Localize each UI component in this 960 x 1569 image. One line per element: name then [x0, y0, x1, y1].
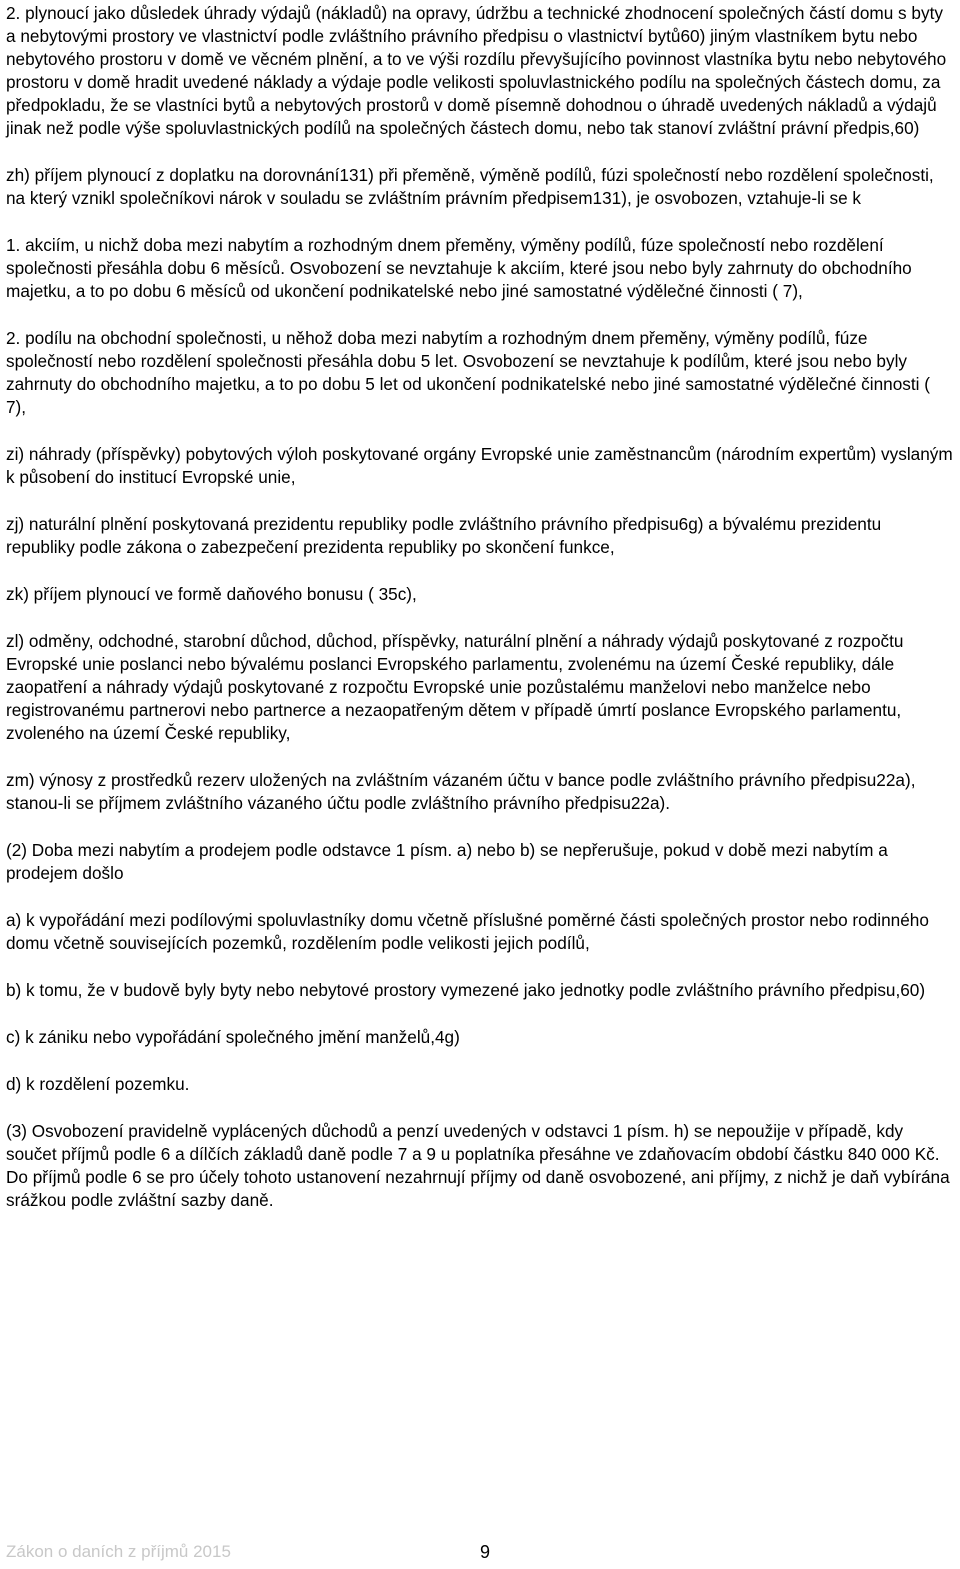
page-number: 9 [480, 1542, 491, 1562]
paragraph-item-2-repairs: 2. plynoucí jako důsledek úhrady výdajů (nákladů) na opravy, údržbu a technické zhodnocení společných částí domu s byty a nebytovými prostory ve vlastnictví podle zvláštního právního předpisu o vlastnictví bytů60) jiným vlastníkem bytu nebo nebytového prostoru v domě ve věcném plnění, a to ve výši rozdílu převyšujícího povinnost vlastníka bytu nebo nebytového prostoru v domě hradit uvedené náklady a výdaje podle velikosti spoluvlastnického podílu na společných částech domu, za předpokladu, že se vlastníci bytů a nebytových prostorů v domě písemně dohodnou o úhradě uvedených nákladů a výdajů jinak než podle výše spoluvlastnických podílů na společných částech domu, nebo tak stanoví zvláštní právní předpis,60) [6, 3, 947, 138]
paragraph-zj: zj) naturální plnění poskytovaná prezidentu republiky podle zvláštního právního předpisu6g) a bývalému prezidentu republiky podle zákona o zabezpečení prezidenta republiky po skončení funkce, [6, 514, 882, 557]
paragraph-zh-1-shares: 1. akciím, u nichž doba mezi nabytím a rozhodným dnem přeměny, výměny podílů, fúze společností nebo rozdělení společnosti přesáhla dobu 6 měsíců. Osvobození se nevztahuje k akciím, které jsou nebo byly zahrnuty do obchodního majetku, a to po dobu 6 měsíců od ukončení podnikatelské nebo jiné samostatné výdělečné činnosti ( 7), [6, 235, 912, 301]
paragraph-section-2-b: b) k tomu, že v budově byly byty nebo nebytové prostory vymezené jako jednotky podle zvláštního právního předpisu,60) [6, 980, 926, 1000]
paragraph-section-2-c: c) k zániku nebo vypořádání společného jmění manželů,4g) [6, 1027, 460, 1047]
paragraph-zl: zl) odměny, odchodné, starobní důchod, důchod, příspěvky, naturální plnění a náhrady výdajů poskytované z rozpočtu Evropské unie poslanci nebo bývalému poslanci Evropského parlamentu, zvolenému na území České republiky, dále zaopatření a náhrady výdajů poskytované z rozpočtu Evropské unie pozůstalému manželovi nebo manželce nebo registrovanému partnerovi nebo partnerce a nezaopatřeným dětem v případě úmrtí poslance Evropského parlamentu, zvoleného na území České republiky, [6, 631, 904, 743]
paragraph-zi: zi) náhrady (příspěvky) pobytových výloh poskytované orgány Evropské unie zaměstnancům (národním expertům) vyslaným k působení do institucí Evropské unie, [6, 444, 953, 487]
footer-document-title: Zákon o daních z příjmů 2015 [6, 1542, 231, 1561]
paragraph-section-2-a: a) k vypořádání mezi podílovými spoluvlastníky domu včetně příslušné poměrné části společných prostor nebo rodinného domu včetně souvisejících pozemků, rozdělením podle velikosti jejich podílů, [6, 910, 929, 953]
paragraph-section-2: (2) Doba mezi nabytím a prodejem podle odstavce 1 písm. a) nebo b) se nepřerušuje, pokud v době mezi nabytím a prodejem došlo [6, 840, 888, 883]
paragraph-section-2-d: d) k rozdělení pozemku. [6, 1074, 190, 1094]
page-footer [6, 1540, 954, 1568]
paragraph-zm: zm) výnosy z prostředků rezerv uložených na zvláštním vázaném účtu v bance podle zvláštního právního předpisu22a), stanou-li se příjmem zvláštního vázaného účtu podle zvláštního právního předpisu22a). [6, 770, 916, 813]
paragraph-section-3: (3) Osvobození pravidelně vyplácených důchodů a penzí uvedených v odstavci 1 písm. h) se nepoužije v případě, kdy součet příjmů podle 6 a dílčích základů daně podle 7 a 9 u poplatníka přesáhne ve zdaňovacím období částku 840 000 Kč. Do příjmů podle 6 se pro účely tohoto ustanovení nezahrnují příjmy od daně osvobozené, ani příjmy, z nichž je daň vybírána srážkou podle zvláštní sazby daně. [6, 1121, 950, 1210]
paragraph-zh-2-company-share: 2. podílu na obchodní společnosti, u něhož doba mezi nabytím a rozhodným dnem přeměny, výměny podílů, fúze společností nebo rozdělení společnosti přesáhla dobu 5 let. Osvobození se nevztahuje k podílům, které jsou nebo byly zahrnuty do obchodního majetku, a to po dobu 5 let od ukončení podnikatelské nebo jiné samostatné výdělečné činnosti ( 7), [6, 328, 930, 417]
paragraph-zh: zh) příjem plynoucí z doplatku na dorovnání131) při přeměně, výměně podílů, fúzi společností nebo rozdělení společnosti, na který vznikl společníkovi nárok v souladu se zvláštním právním předpisem131), je osvobozen, vztahuje-li se k [6, 165, 934, 208]
document-body [6, 2, 954, 1212]
paragraph-zk: zk) příjem plynoucí ve formě daňového bonusu ( 35c), [6, 584, 417, 604]
